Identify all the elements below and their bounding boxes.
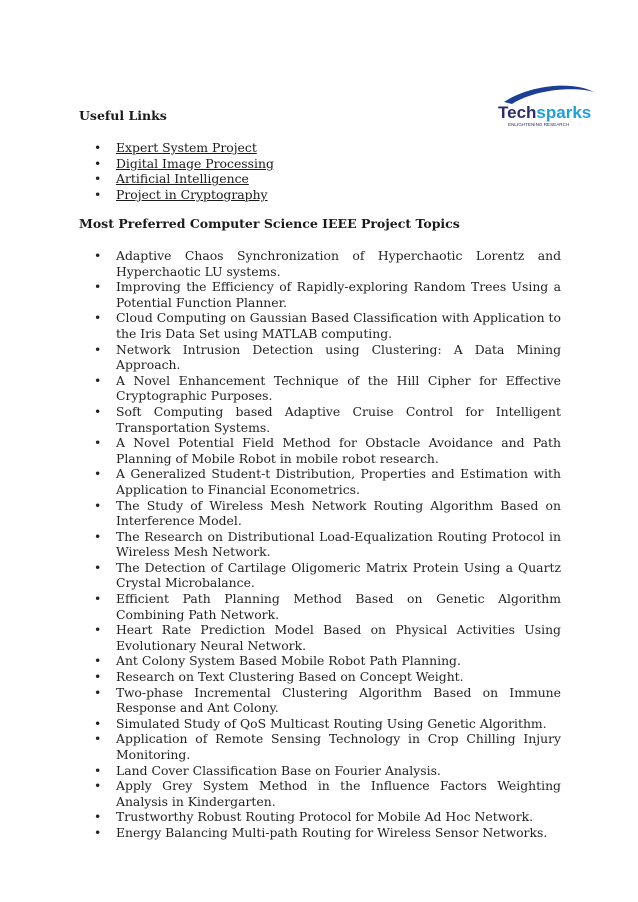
list-item <box>79 140 274 156</box>
topic-item: • A Novel Potential Field Method for Obstacle Avoidance and Path Planning of Mobile Robot in mobile robot research. <box>79 435 561 466</box>
logo-brand-accent: sparks <box>536 103 592 122</box>
topic-item: • Soft Computing based Adaptive Cruise Control for Intelligent Transportation Systems. <box>79 404 561 435</box>
list-item <box>79 156 274 172</box>
logo-tagline: ENLIGHTENING RESEARCH <box>508 122 570 127</box>
topic-item: • Heart Rate Prediction Model Based on Physical Activities Using Evolutionary Neural Network. <box>79 622 561 653</box>
svg-text:Techsparks <box>498 103 591 122</box>
topics-heading: Most Preferred Computer Science IEEE Project Topics <box>79 216 460 231</box>
topic-item: • The Research on Distributional Load-Equalization Routing Protocol in Wireless Mesh Network. <box>79 529 561 560</box>
topic-item: • Apply Grey System Method in the Influence Factors Weighting Analysis in Kindergarten. <box>79 778 561 809</box>
topic-item: • Energy Balancing Multi-path Routing for Wireless Sensor Networks. <box>79 825 561 841</box>
link-project-in-cryptography[interactable]: Project in Cryptography <box>116 186 268 202</box>
topic-item: • Land Cover Classification Base on Fourier Analysis. <box>79 763 561 779</box>
topic-item: • Network Intrusion Detection using Clustering: A Data Mining Approach. <box>79 342 561 373</box>
topic-item: • Efficient Path Planning Method Based on Genetic Algorithm Combining Path Network. <box>79 591 561 622</box>
techsparks-logo <box>494 80 598 130</box>
useful-links-list <box>79 140 274 202</box>
list-item <box>79 187 274 203</box>
topic-item: • Improving the Efficiency of Rapidly-exploring Random Trees Using a Potential Function Planner. <box>79 279 561 310</box>
topic-item: • Adaptive Chaos Synchronization of Hyperchaotic Lorentz and Hyperchaotic LU systems. <box>79 248 561 279</box>
techsparks-logo-graphic <box>494 80 598 130</box>
topic-item: • Trustworthy Robust Routing Protocol for Mobile Ad Hoc Network. <box>79 809 561 825</box>
logo-brand-dark: Tech <box>498 103 537 122</box>
link-digital-image-processing[interactable]: Digital Image Processing <box>116 155 274 171</box>
topic-item: • Application of Remote Sensing Technology in Crop Chilling Injury Monitoring. <box>79 731 561 762</box>
topic-item: • A Generalized Student-t Distribution, Properties and Estimation with Application to Financial Econometrics. <box>79 466 561 497</box>
topic-item: • Cloud Computing on Gaussian Based Classification with Application to the Iris Data Set using MATLAB computing. <box>79 310 561 341</box>
topics-list <box>79 248 561 841</box>
topic-item: • A Novel Enhancement Technique of the Hill Cipher for Effective Cryptographic Purposes. <box>79 373 561 404</box>
useful-links-heading: Useful Links <box>79 108 167 123</box>
topic-item: • Research on Text Clustering Based on Concept Weight. <box>79 669 561 685</box>
topic-item: • The Detection of Cartilage Oligomeric Matrix Protein Using a Quartz Crystal Microbalance. <box>79 560 561 591</box>
link-expert-system-project[interactable]: Expert System Project <box>116 140 257 155</box>
link-artificial-intelligence[interactable]: Artificial Intelligence <box>116 171 249 187</box>
topic-item: • The Study of Wireless Mesh Network Routing Algorithm Based on Interference Model. <box>79 498 561 529</box>
topic-item: • Ant Colony System Based Mobile Robot Path Planning. <box>79 653 561 669</box>
logo-swoosh <box>504 86 594 104</box>
topic-item: • Two-phase Incremental Clustering Algorithm Based on Immune Response and Ant Colony. <box>79 685 561 716</box>
topic-item: • Simulated Study of QoS Multicast Routing Using Genetic Algorithm. <box>79 716 561 732</box>
list-item <box>79 171 274 187</box>
